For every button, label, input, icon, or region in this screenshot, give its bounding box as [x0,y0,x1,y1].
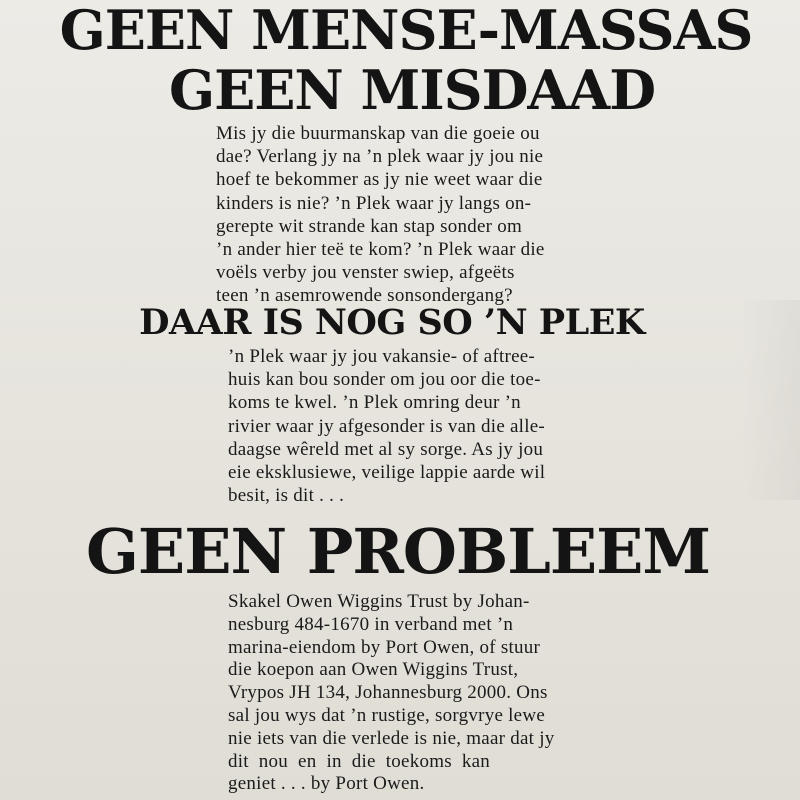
paragraph-line: die koepon aan Owen Wiggins Trust, [228,659,519,681]
paragraph-line: nesburg 484-1670 in verband met ’n [228,613,514,635]
paragraph-line: gerepte wit strande kan stap sonder om [216,215,523,237]
paragraph-line: nie iets van die verlede is nie, maar dat jy [228,727,555,749]
paragraph-line: huis kan bou sonder om jou oor die toe- [228,369,541,391]
paragraph-line: daagse wêreld met al sy sorge. As jy jou [228,438,544,460]
paragraph-line: Skakel Owen Wiggins Trust by Johan- [228,591,530,612]
contact-paragraph [228,590,618,795]
middle-paragraph [228,345,614,507]
paragraph-line: besit, is dit . . . [228,485,345,507]
paragraph-line: dit nou en in die toekoms kan [228,750,491,772]
paragraph-line: koms te kwel. ’n Plek omring deur ’n [228,392,521,414]
paragraph-line: sal jou wys dat ’n rustige, sorgvrye lewe [228,704,546,726]
paragraph-line: teen ’n asemrowende sonsondergang? [216,285,513,307]
paragraph-line: geniet . . . by Port Owen. [228,773,425,795]
big-heading: GEEN PROBLEEM [85,515,710,588]
paragraph-line: marina-eiendom by Port Owen, of stuur [228,636,541,658]
paragraph-line: Vrypos JH 134, Johannesburg 2000. Ons [228,682,548,704]
headline-line-1: GEEN MENSE-MASSAS [59,0,753,62]
headline-line-2: GEEN MISDAAD [168,58,656,122]
paragraph-line: kinders is nie? ’n Plek waar jy langs on- [216,192,532,214]
paragraph-line: rivier waar jy afgesonder is van die alle- [228,415,546,437]
paragraph-line: Mis jy die buurmanskap van die goeie ou [216,123,540,144]
paragraph-line: dae? Verlang jy na ’n plek waar jy jou nie [216,146,544,168]
paragraph-line: voëls verby jou venster swiep, afgeëts [216,262,515,284]
intro-paragraph [216,122,596,308]
paragraph-line: hoef te bekommer as jy nie weet waar die [216,169,543,191]
paragraph-line: ’n Plek waar jy jou vakansie- of aftree- [228,346,536,367]
paragraph-line: ’n ander hier teë te kom? ’n Plek waar die [216,239,545,261]
subheading: DAAR IS NOG SO ’N PLEK [139,302,645,343]
paragraph-line: eie eksklusiewe, veilige lappie aarde wil [228,462,546,484]
